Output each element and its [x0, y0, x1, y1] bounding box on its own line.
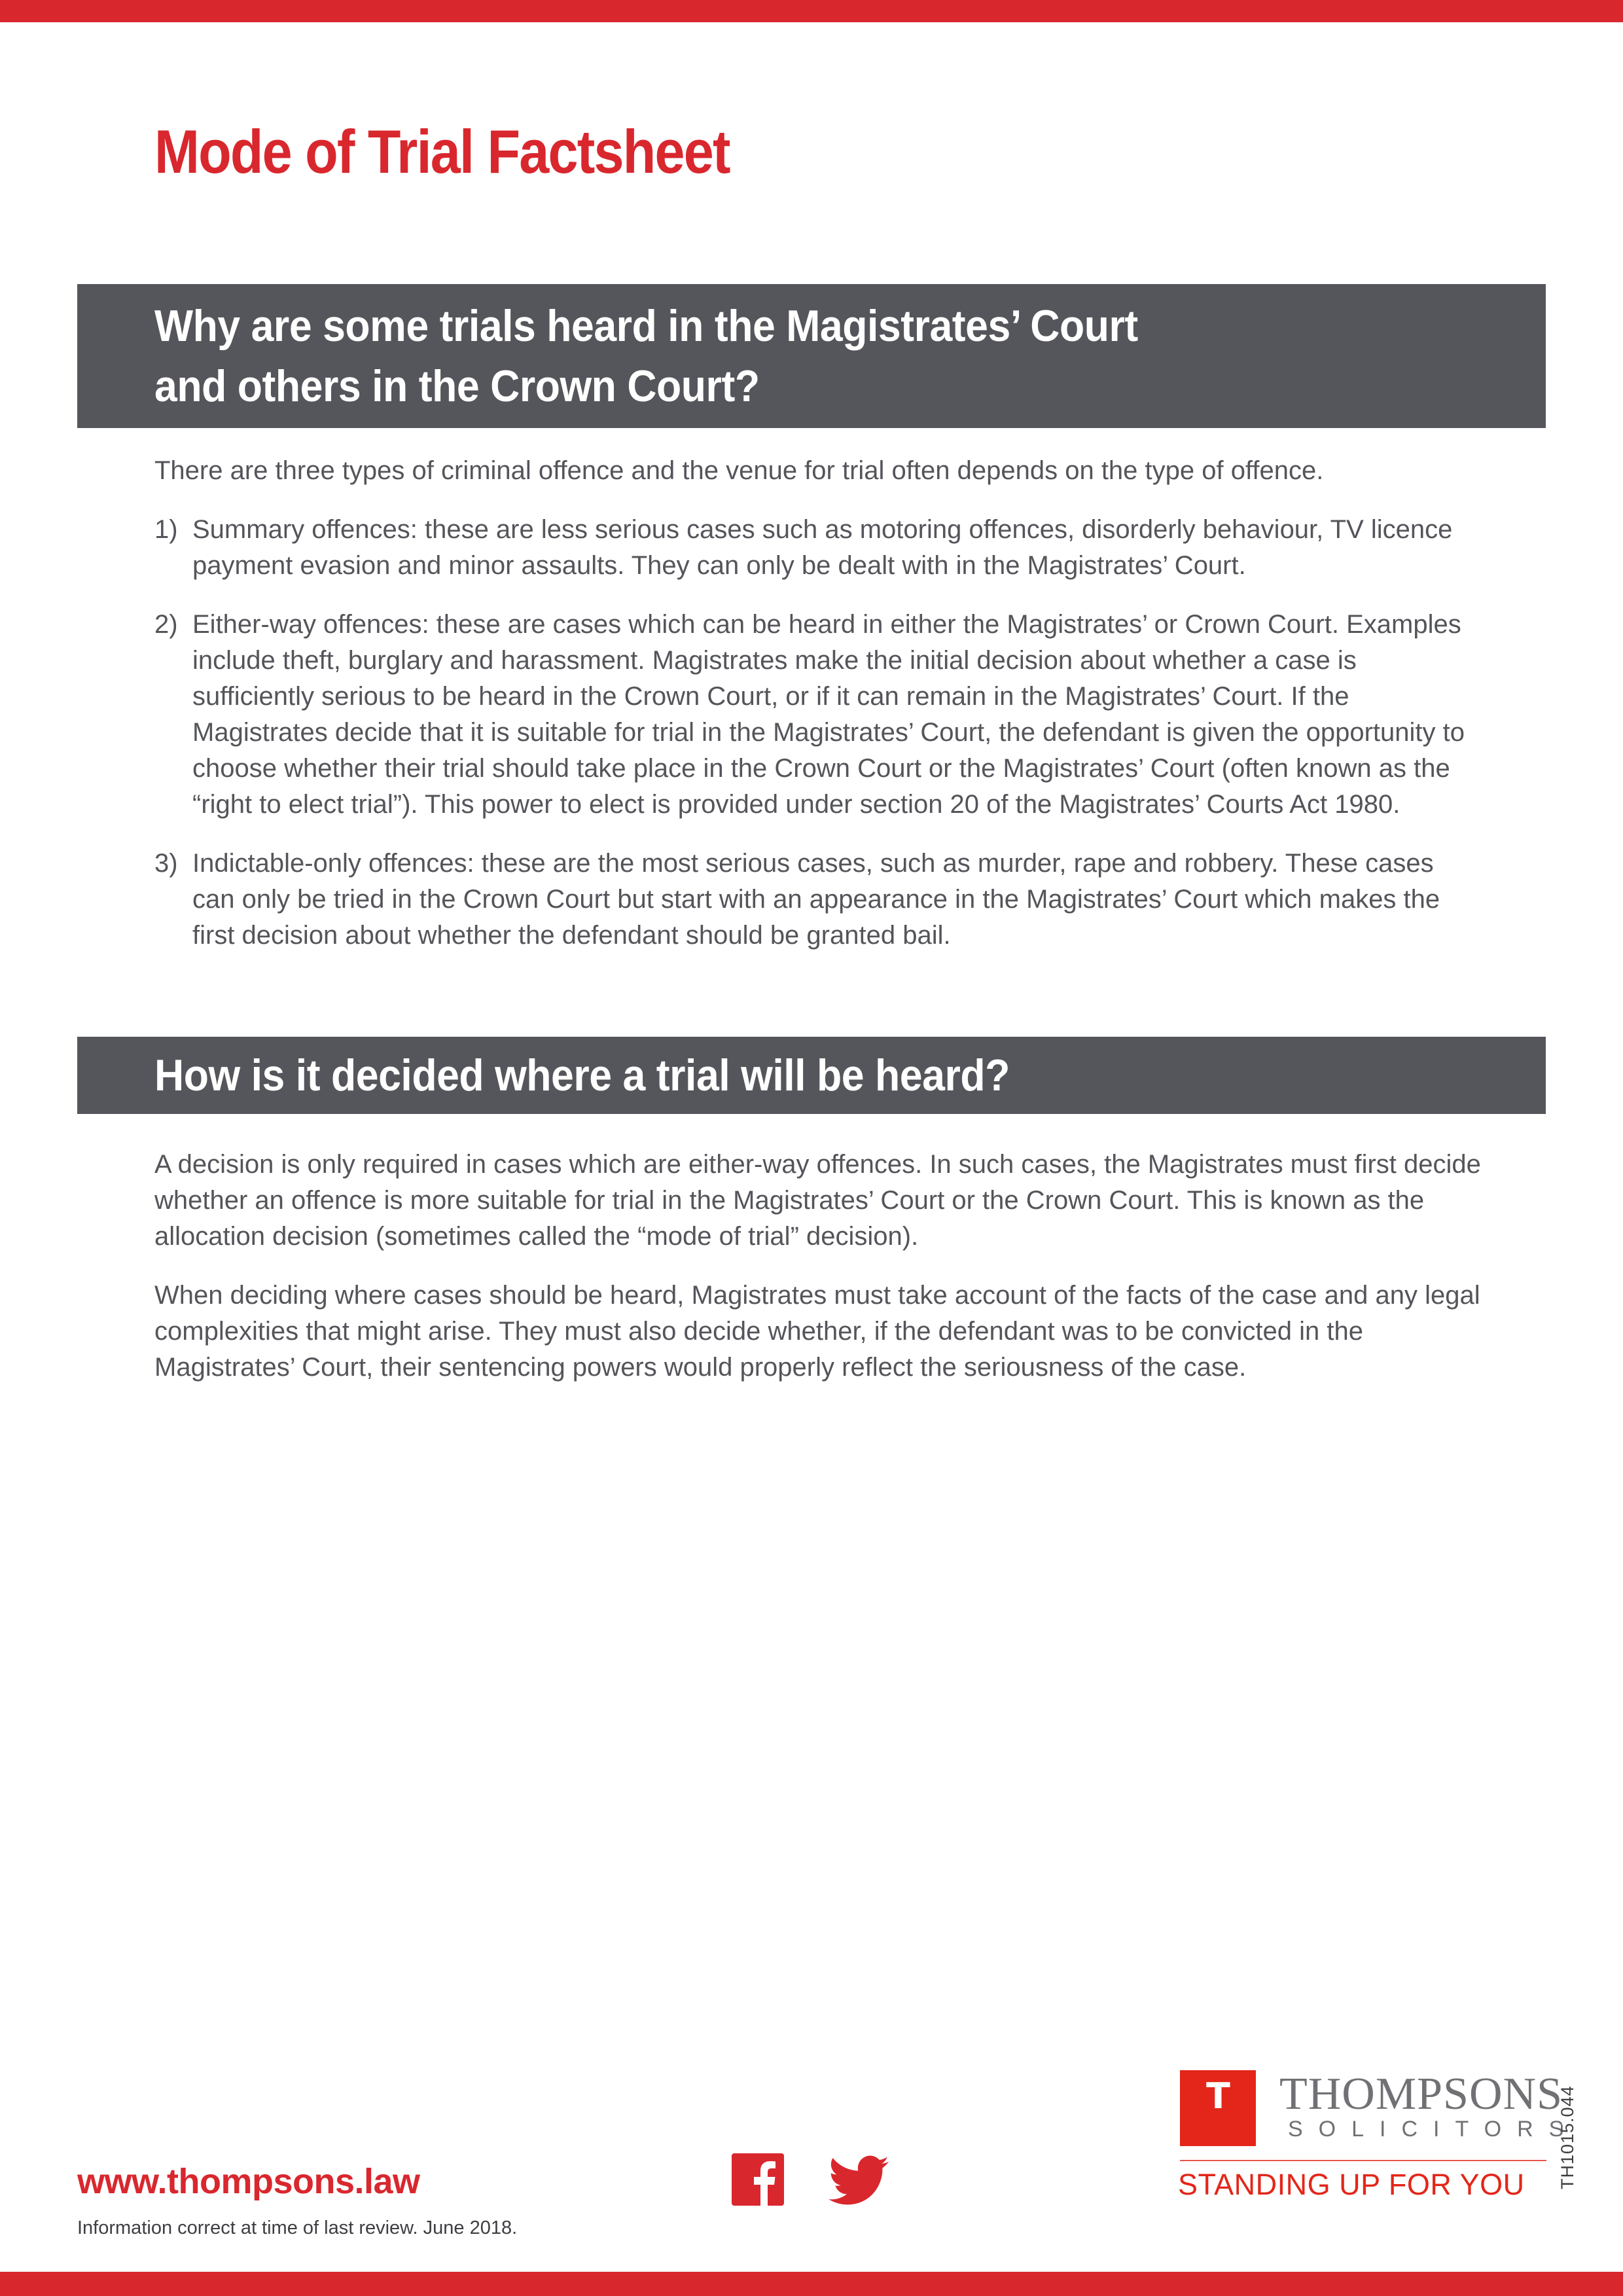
website-link[interactable]: www.thompsons.law: [77, 2162, 420, 2201]
thompsons-logo-mark: [1180, 2070, 1256, 2146]
section-heading-band-1: [77, 284, 1546, 428]
review-note: Information correct at time of last review. June 2018.: [77, 2217, 518, 2238]
logo-company-name: THOMPSONS: [1279, 2069, 1563, 2119]
top-red-bar: [0, 0, 1623, 22]
list-number: 1): [154, 515, 178, 544]
list-item-text: Indictable-only offences: these are the most serious cases, such as murder, rape and robbery. These cases can only be tried in the Crown Court but start with an appearance in the Magistrates’ Court which makes the first decision about whether the defendant should be granted bail.: [192, 849, 1440, 950]
section-heading-1-line-2: and others in the Crown Court?: [154, 361, 760, 411]
logo-company-subtitle: SOLICITORS: [1288, 2117, 1580, 2142]
logo-tagline: STANDING UP FOR YOU: [1178, 2168, 1525, 2201]
paragraph-deciding-factors: When deciding where cases should be heard, Magistrates must take account of the facts of the case and any legal complexities that might arise. They must also decide whether, if the defendant was to be convicted in the Magistrates’ Court, their sentencing powers would properly reflect the seriousness of the case.: [154, 1281, 1480, 1382]
page-title: Mode of Trial Factsheet: [154, 117, 730, 186]
list-item-indictable-only-offences: [154, 846, 1483, 954]
section-heading-1-line-1: Why are some trials heard in the Magistrates’ Court: [154, 301, 1138, 351]
twitter-icon[interactable]: [829, 2153, 889, 2208]
paragraph-allocation-decision: A decision is only required in cases which are either-way offences. In such cases, the Magistrates must first decide whether an offence is more suitable for trial in the Magistrates’ Court or the Crown Court. This is known as the allocation decision (sometimes called the “mode of trial” decision).: [154, 1150, 1481, 1251]
list-item-text: Either-way offences: these are cases which can be heard in either the Magistrates’ or Crown Court. Examples include theft, burglary and harassment. Magistrates make the initial decision about whether a case is sufficiently serious to be heard in the Crown Court, or if it can remain in the Magistrates’ Court. If the Magistrates decide that it is suitable for trial in the Magistrates’ Court, the defendant is given the opportunity to choose whether their trial should take place in the Crown Court or the Magistrates’ Court (often known as the “right to elect trial”). This power to elect is provided under section 20 of the Magistrates’ Courts Act 1980.: [192, 610, 1465, 819]
list-item-summary-offences: [154, 512, 1483, 584]
section-heading-2: How is it decided where a trial will be heard?: [154, 1050, 1010, 1100]
list-item-text: Summary offences: these are less serious cases such as motoring offences, disorderly behaviour, TV licence payment evasion and minor assaults. They can only be dealt with in the Magistrates’ Court.: [192, 515, 1453, 580]
list-item-either-way-offences: [154, 607, 1483, 823]
list-number: 3): [154, 849, 178, 878]
list-number: 2): [154, 610, 178, 639]
section-heading-band-2: [77, 1037, 1546, 1114]
section-1-body: [154, 453, 1483, 977]
logo-divider: [1180, 2160, 1546, 2161]
facebook-icon[interactable]: [732, 2153, 784, 2206]
offence-types-list: [154, 512, 1483, 954]
intro-paragraph: There are three types of criminal offence and the venue for trial often depends on the type of offence.: [154, 456, 1324, 485]
section-2-body: [154, 1147, 1483, 1408]
logo-letter: T: [1206, 2075, 1230, 2117]
document-code: TH1015.044: [1558, 2085, 1577, 2189]
bottom-red-bar: [0, 2272, 1623, 2296]
